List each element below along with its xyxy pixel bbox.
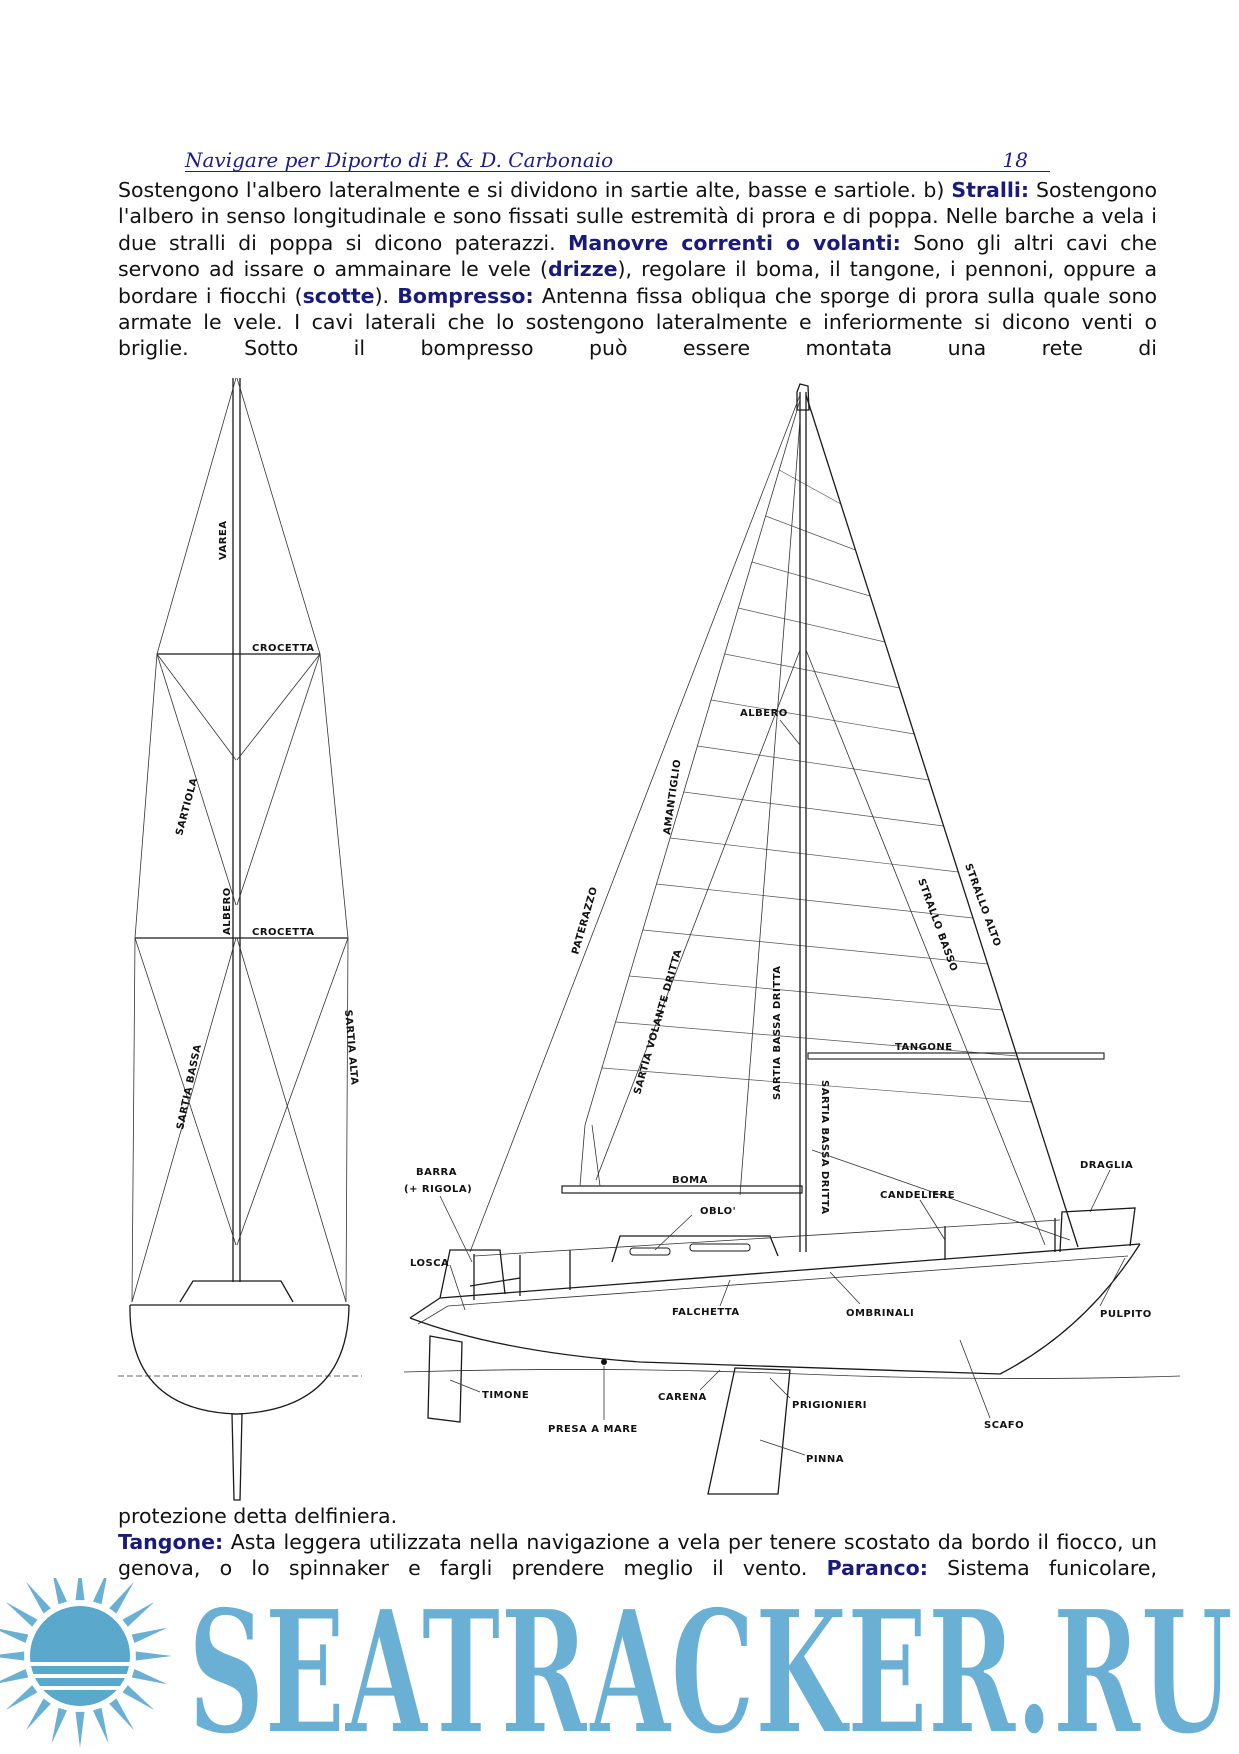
term-scotte: scotte [302,283,375,308]
leader-draglia [1090,1170,1110,1212]
label-crocetta-bottom: CROCETTA [252,927,315,938]
sun-ray [76,1578,85,1600]
sail-seam [725,654,900,688]
sartia-volante-line [596,650,800,1180]
text-segment: Sistema funicolare, [927,1556,1157,1581]
watermark-text: SEATRACKER.RU [188,1578,1233,1754]
text-segment: Antenna fissa obliqua che sporge di prora sulla quale sono armate le vele. I cavi laterali che lo sostengono lateralmente e inferiormente si dicono venti o briglie. Sotto il bompresso può essere montata una rete di [118,283,1158,361]
sun-ray [76,1712,85,1748]
leader-pulpito [1100,1258,1125,1306]
sail-seam [670,838,958,872]
sail-seam [752,562,870,596]
label-pulpito: PULPITO [1100,1309,1152,1320]
strallo-basso-line [806,650,1045,1245]
sail-seam [684,792,944,826]
leader-candeliere [920,1200,945,1240]
leader-falchetta [720,1280,730,1306]
sun-icon [0,1578,172,1748]
label-losca: LOSCA [410,1258,450,1269]
cabin-top [612,1236,778,1262]
text-segment: Sostengono l'albero in senso longitudinale e sono fissati sulle estremità di prora e di poppa. Nelle barche a vela i due stralli di poppa si dicono paterazzi. [118,178,1158,255]
label-carena: CARENA [658,1392,707,1403]
sun-ray [132,1628,168,1643]
text-segment: Sostengono l'albero lateralmente e si dividono in sartie alte, basse e sartiole. b) [118,178,952,202]
label-oblo: OBLO' [700,1206,737,1217]
label-boma: BOMA [672,1175,708,1186]
leader-losca [450,1265,465,1310]
watermark [0,1578,1239,1754]
paterazzo-line [470,395,800,1252]
side-view-drawing [404,384,1180,1494]
label-draglia: DRAGLIA [1080,1160,1134,1171]
oblo-window [690,1244,750,1251]
text-segment: Sono gli altri cavi che servono ad issare o ammainare le vele ( [118,230,1157,282]
sun-ray [0,1652,24,1661]
sun-ray [123,1602,155,1627]
label-crocetta-top: CROCETTA [252,643,315,654]
leader-scafo [960,1340,990,1418]
label-sartia-alta-front: SARTIA ALTA [342,1009,360,1086]
sun-ray [136,1652,172,1661]
front-sartiola-right [237,654,320,905]
label-sartia-bassa-1: SARTIA BASSA DRITTA [772,965,783,1100]
sun-ray [52,1578,67,1604]
sun-stripe [20,1686,140,1690]
leader-oblo [655,1215,692,1250]
term-drizze: drizze [547,257,618,282]
sail-seam [738,608,885,642]
label-tangone: TANGONE [895,1042,953,1053]
oblo-window-2 [630,1248,670,1255]
sail-seam [602,1068,1032,1102]
front-hull [130,1305,349,1414]
label-rigola: (+ RIGOLA) [404,1184,473,1195]
label-candeliere: CANDELIERE [880,1190,956,1201]
sun-ray [109,1699,134,1731]
term-bompresso: Bompresso: [397,283,534,308]
strallo-alto-line [806,395,1078,1247]
term-manovre: Manovre correnti o volanti: [567,230,901,255]
front-shroud-right [237,378,348,1302]
label-amantiglio: AMANTIGLIO [662,758,684,836]
rudder [428,1336,462,1422]
label-sartia-bassa-front: SARTIA BASSA [175,1043,205,1131]
sun-ray [0,1628,28,1643]
label-sartia-volante: SARTIA VOLANTE DRITTA [632,947,685,1096]
sun-ray [26,1582,51,1614]
text-segment: ), regolare il boma, il tangone, i pennoni, oppure a bordare i fiocchi ( [118,257,1158,308]
sun-stripe [20,1662,140,1666]
label-presa-a-mare: PRESA A MARE [548,1424,638,1435]
sail-seam [616,1022,1017,1056]
sun-ray [93,1708,108,1744]
draglia-line [474,1220,1060,1256]
paragraph-2: protezione detta delfiniera. [118,1504,398,1528]
lifelines [440,1208,1135,1300]
sun-ray [26,1699,51,1731]
sun-ray [0,1669,28,1684]
label-barra: BARRA [416,1167,458,1178]
label-albero-front: ALBERO [222,887,233,935]
front-view-drawing [118,378,362,1500]
leader-timone [450,1380,480,1392]
sun-body [30,1606,130,1706]
label-scafo: SCAFO [984,1420,1025,1431]
boom [562,1186,802,1193]
label-ombrinali: OMBRINALI [846,1308,915,1319]
tiller [470,1278,520,1286]
text-segment: Asta leggera utilizzata nella navigazione a vela per tenere scostato da bordo il fiocco, un genova, o lo spinnaker e fargli prendere meglio il vento. [118,1530,1157,1581]
tangone-pole [808,1053,1104,1059]
paragraph-3 [118,1529,1157,1582]
front-diag-2 [237,654,320,760]
front-keel [232,1414,242,1500]
label-pinna: PINNA [806,1454,845,1465]
label-sartia-bassa-2: SARTIA BASSA DRITTA [819,1080,830,1215]
sail-seam [766,516,856,550]
term-stralli: Stralli: [951,178,1030,202]
leader-prigionieri [770,1378,790,1398]
sun-ray [132,1669,168,1684]
leader-barra [440,1196,472,1262]
seacock [601,1359,607,1365]
front-shroud-left [132,378,236,1302]
label-albero-side: ALBERO [740,708,788,719]
term-tangone: Tangone: [118,1530,224,1554]
sail-seam [697,746,929,780]
label-strallo-basso: STRALLO BASSO [915,877,960,974]
label-timone: TIMONE [482,1390,530,1401]
leader-carena [700,1370,720,1390]
front-diag-1 [157,654,236,760]
front-sartia-bassa-right [237,938,348,1245]
label-paterazzo: PATERAZZO [570,885,601,956]
front-cabin [180,1281,293,1302]
sun-ray [52,1708,67,1744]
amantiglio-line [740,420,800,1195]
label-strallo-alto: STRALLO ALTO [962,862,1003,949]
page-number: 18 [1002,148,1028,172]
label-sartiola: SARTIOLA [174,776,201,837]
pushpit [440,1250,505,1298]
sun-ray [93,1578,108,1604]
sun-ray [6,1602,38,1627]
label-falchetta: FALCHETTA [672,1307,740,1318]
falchetta-line [418,1256,1128,1324]
text-segment: ). [374,283,398,308]
leader-albero [780,720,800,745]
term-paranco: Paranco: [826,1556,928,1581]
mainsail-leech [585,400,800,1125]
keel-fin [708,1368,790,1494]
front-diag-4 [237,938,346,1302]
label-varea: VAREA [218,520,229,560]
label-prigionieri: PRIGIONIERI [792,1400,868,1411]
sail-seam [629,976,1002,1010]
side-waterline [404,1369,1180,1378]
sun-stripe [20,1674,140,1678]
sun-ray [109,1582,134,1614]
book-title: Navigare per Diporto di P. & D. Carbonaio [185,148,614,172]
